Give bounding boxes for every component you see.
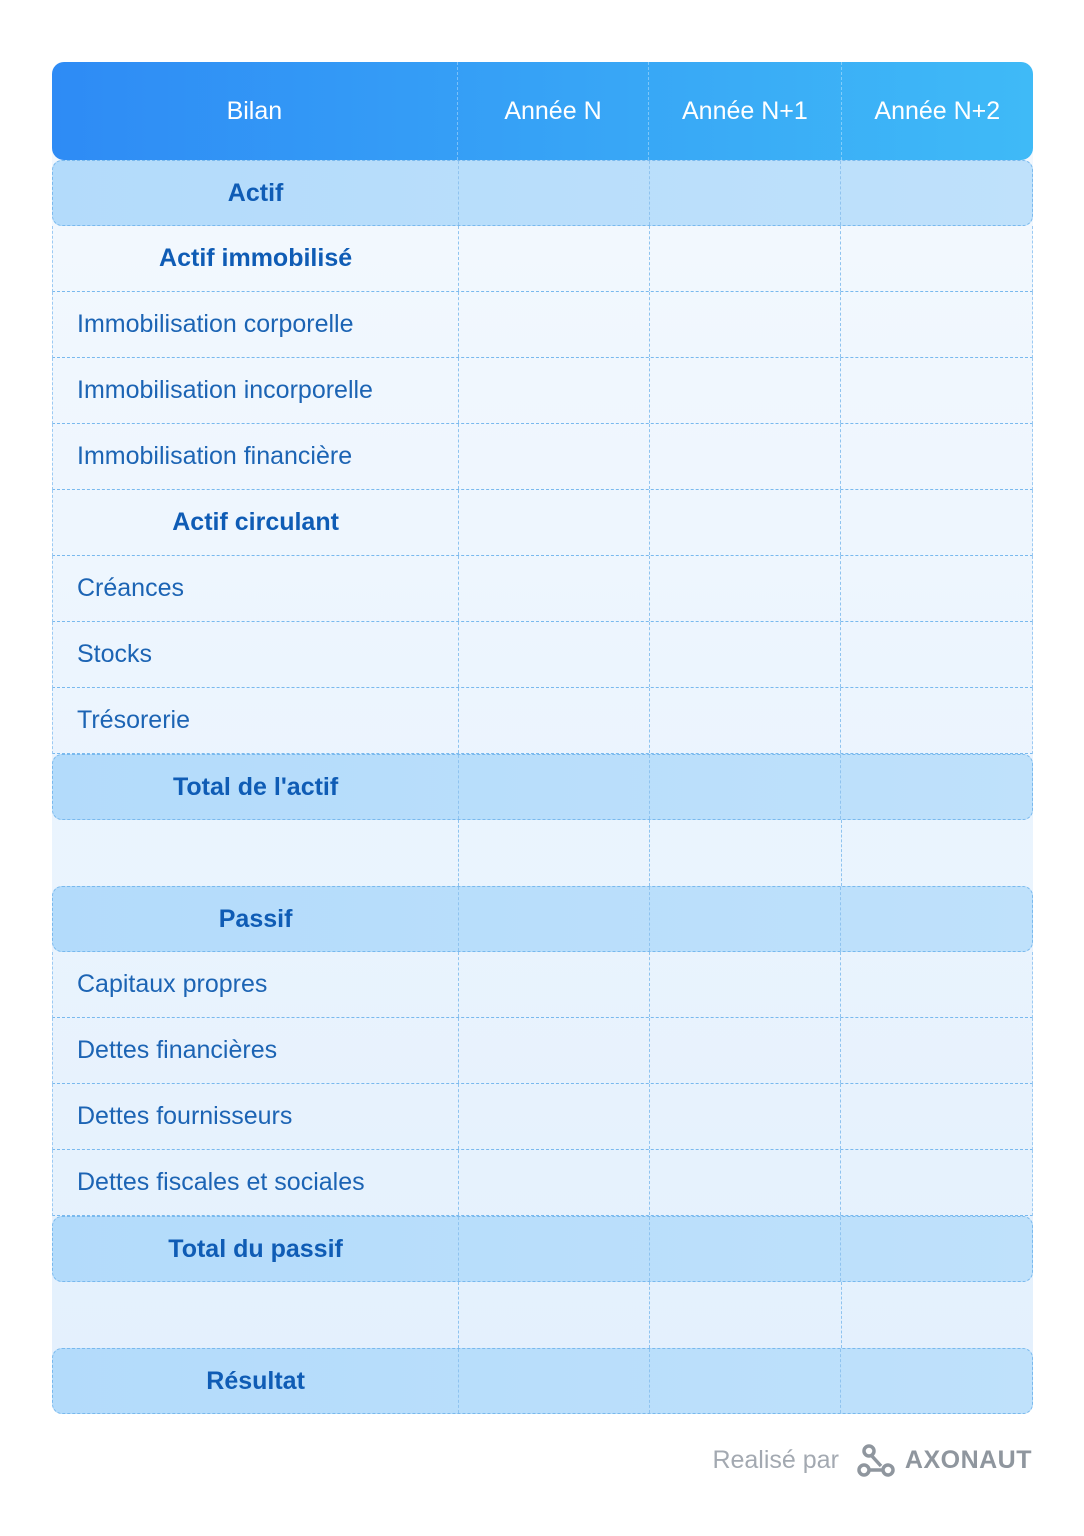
footer-credit — [712, 1440, 1032, 1480]
value-cell — [840, 1150, 1032, 1215]
row-label: Immobilisation financière — [77, 442, 353, 470]
table-spacer-row — [52, 1282, 1033, 1348]
table-section-row — [52, 160, 1033, 226]
footer-brand: AXONAUT — [904, 1445, 1032, 1474]
table-row — [52, 424, 1033, 490]
row-label: Immobilisation incorporelle — [77, 376, 373, 404]
value-cell — [458, 1282, 649, 1348]
value-cell — [458, 820, 649, 886]
value-cell — [840, 1217, 1032, 1281]
row-label: Trésorerie — [77, 706, 190, 734]
value-cell — [840, 688, 1032, 753]
header-annee-n1: Année N+1 — [648, 62, 840, 160]
table-row — [52, 490, 1033, 556]
table-row — [52, 292, 1033, 358]
value-cell — [649, 1150, 841, 1215]
value-cell — [649, 820, 841, 886]
row-label: Créances — [77, 574, 184, 602]
row-label: Actif circulant — [172, 508, 339, 536]
value-cell — [458, 1084, 649, 1149]
value-cell — [458, 622, 649, 687]
value-cell — [458, 490, 649, 555]
value-cell — [840, 622, 1032, 687]
table-section-row — [52, 886, 1033, 952]
value-cell — [649, 952, 841, 1017]
value-cell — [840, 887, 1032, 951]
value-cell — [840, 1018, 1032, 1083]
row-label — [52, 820, 458, 886]
value-cell — [649, 161, 841, 225]
table-body — [52, 160, 1033, 1414]
value-cell — [649, 490, 841, 555]
footer-realise-par: Realisé par — [712, 1445, 839, 1474]
table-row — [52, 226, 1033, 292]
table-row — [52, 358, 1033, 424]
row-label: Total du passif — [168, 1234, 343, 1263]
value-cell — [840, 952, 1032, 1017]
row-label: Résultat — [206, 1366, 305, 1395]
value-cell — [458, 556, 649, 621]
table-section-row — [52, 754, 1033, 820]
value-cell — [458, 887, 649, 951]
value-cell — [458, 952, 649, 1017]
bilan-table — [52, 62, 1033, 1414]
value-cell — [458, 292, 649, 357]
row-label: Capitaux propres — [77, 970, 268, 998]
value-cell — [458, 1018, 649, 1083]
value-cell — [840, 226, 1032, 291]
value-cell — [458, 755, 649, 819]
header-bilan: Bilan — [226, 96, 283, 125]
value-cell — [649, 358, 841, 423]
table-header — [52, 62, 1033, 160]
table-section-row — [52, 1348, 1033, 1414]
table-row — [52, 952, 1033, 1018]
value-cell — [840, 556, 1032, 621]
row-label: Total de l'actif — [172, 772, 339, 801]
value-cell — [458, 226, 649, 291]
value-cell — [840, 424, 1032, 489]
row-label: Actif immobilisé — [159, 244, 353, 272]
row-label: Immobilisation corporelle — [77, 310, 354, 338]
value-cell — [649, 887, 841, 951]
value-cell — [649, 622, 841, 687]
table-spacer-row — [52, 820, 1033, 886]
value-cell — [458, 358, 649, 423]
row-label: Stocks — [77, 640, 153, 668]
table-row — [52, 622, 1033, 688]
value-cell — [840, 490, 1032, 555]
value-cell — [458, 161, 649, 225]
value-cell — [840, 161, 1032, 225]
axonaut-logo-icon — [857, 1442, 897, 1478]
value-cell — [649, 556, 841, 621]
value-cell — [840, 1349, 1032, 1413]
row-label: Passif — [218, 904, 293, 933]
table-row — [52, 1150, 1033, 1216]
value-cell — [649, 424, 841, 489]
value-cell — [649, 755, 841, 819]
value-cell — [649, 226, 841, 291]
header-annee-n: Année N — [457, 62, 648, 160]
table-section-row — [52, 1216, 1033, 1282]
value-cell — [458, 424, 649, 489]
value-cell — [649, 292, 841, 357]
value-cell — [649, 1217, 841, 1281]
value-cell — [458, 1349, 649, 1413]
value-cell — [458, 688, 649, 753]
row-label: Actif — [227, 178, 284, 207]
row-label — [52, 1282, 458, 1348]
value-cell — [458, 1150, 649, 1215]
value-cell — [649, 1018, 841, 1083]
value-cell — [649, 1349, 841, 1413]
value-cell — [458, 1217, 649, 1281]
row-label: Dettes fournisseurs — [77, 1102, 293, 1130]
value-cell — [649, 688, 841, 753]
value-cell — [840, 1084, 1032, 1149]
value-cell — [840, 292, 1032, 357]
value-cell — [841, 820, 1033, 886]
value-cell — [840, 755, 1032, 819]
value-cell — [841, 1282, 1033, 1348]
header-annee-n2: Année N+2 — [841, 62, 1033, 160]
row-label: Dettes financières — [77, 1036, 278, 1064]
table-row — [52, 1018, 1033, 1084]
value-cell — [649, 1084, 841, 1149]
value-cell — [840, 358, 1032, 423]
table-row — [52, 556, 1033, 622]
table-row — [52, 1084, 1033, 1150]
row-label: Dettes fiscales et sociales — [77, 1168, 365, 1196]
table-row — [52, 688, 1033, 754]
value-cell — [649, 1282, 841, 1348]
